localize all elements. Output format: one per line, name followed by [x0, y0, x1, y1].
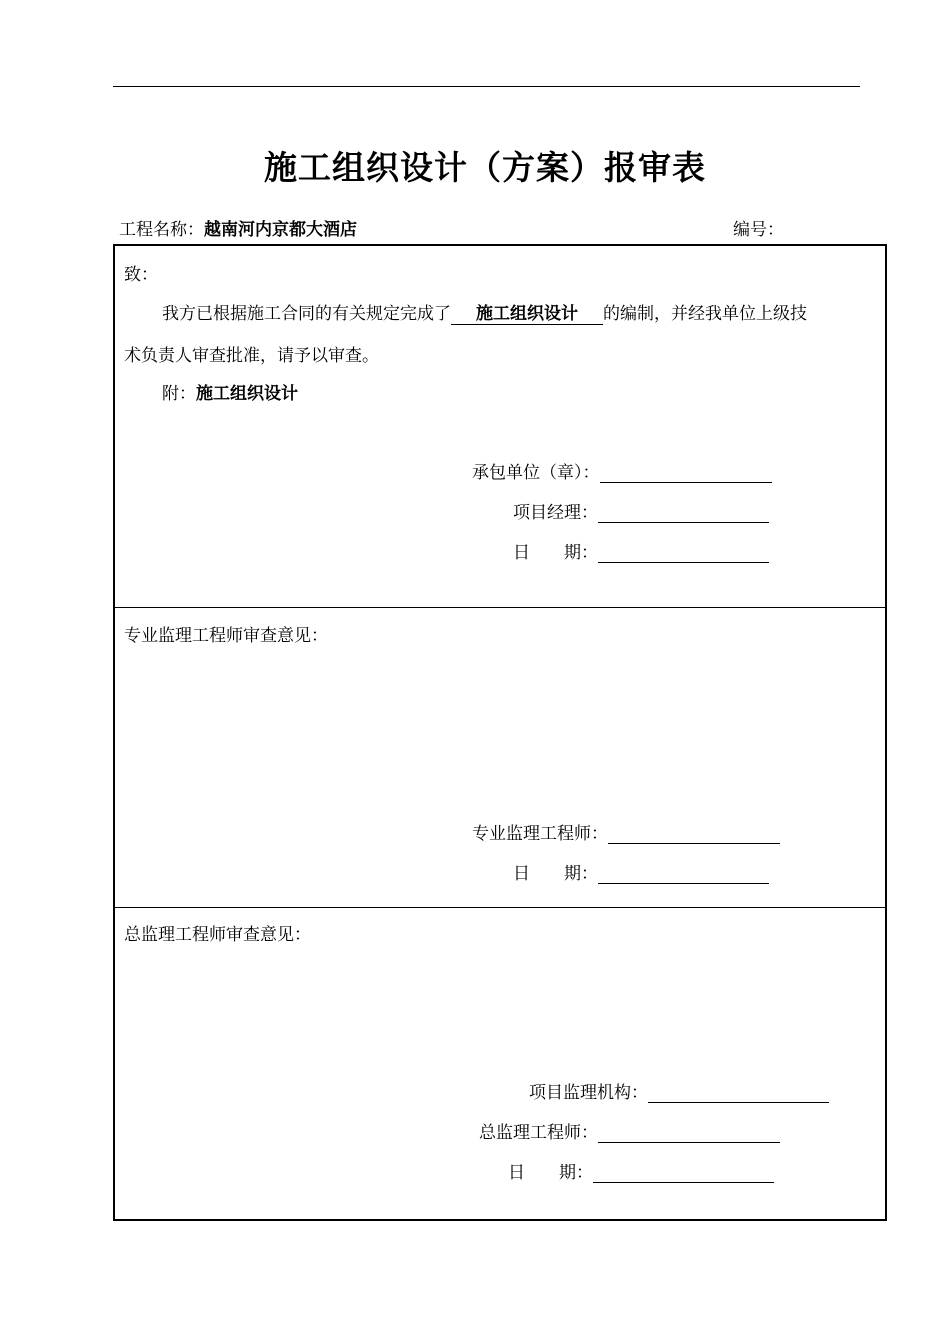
specialist-engineer-row [472, 819, 780, 844]
contractor-row [472, 458, 772, 483]
header-rule [113, 86, 860, 87]
chief-date-line[interactable] [593, 1164, 774, 1183]
contractor-label: 承包单位（章）： [472, 463, 600, 483]
submission-body-line1 [162, 299, 807, 325]
body-fill-plan: 施工组织设计 [451, 304, 603, 325]
supervision-org-label: 项目监理机构： [529, 1083, 648, 1103]
salutation: 致： [124, 265, 158, 285]
chief-review-section [115, 907, 885, 1220]
submission-section [115, 246, 885, 607]
project-name-label: 工程名称： [119, 220, 204, 240]
submission-body-line2: 术负责人审查批准，请予以审查。 [124, 346, 379, 366]
body-suffix: 的编制，并经我单位上级技 [603, 304, 807, 324]
submission-date-row [513, 538, 769, 563]
attachment-value: 施工组织设计 [196, 384, 298, 404]
specialist-review-section [115, 607, 885, 908]
review-form-table [113, 244, 887, 1221]
specialist-date-label: 日 期： [513, 864, 598, 884]
submission-date-label: 日 期： [513, 543, 598, 563]
chief-date-label: 日 期： [508, 1163, 593, 1183]
attachment-row [162, 379, 298, 404]
supervision-org-signature-line[interactable] [648, 1084, 829, 1103]
specialist-engineer-label: 专业监理工程师： [472, 824, 608, 844]
project-manager-label: 项目经理： [513, 503, 598, 523]
chief-date-row [508, 1158, 774, 1183]
project-name-row [119, 215, 357, 240]
specialist-date-line[interactable] [598, 865, 769, 884]
attachment-label: 附： [162, 384, 196, 404]
supervision-org-row [529, 1078, 829, 1103]
chief-engineer-signature-line[interactable] [598, 1124, 780, 1143]
form-title: 施工组织设计（方案）报审表 [264, 148, 706, 187]
specialist-date-row [513, 859, 769, 884]
project-manager-row [513, 498, 769, 523]
submission-date-line[interactable] [598, 544, 769, 563]
chief-engineer-label: 总监理工程师： [479, 1123, 598, 1143]
form-number-label: 编号： [733, 220, 784, 240]
chief-engineer-row [479, 1118, 780, 1143]
project-manager-signature-line[interactable] [598, 504, 769, 523]
specialist-review-heading: 专业监理工程师审查意见： [124, 626, 328, 646]
project-name-value: 越南河内京都大酒店 [204, 220, 357, 240]
chief-review-heading: 总监理工程师审查意见： [124, 925, 311, 945]
specialist-engineer-signature-line[interactable] [608, 825, 780, 844]
body-prefix: 我方已根据施工合同的有关规定完成了 [162, 304, 451, 324]
contractor-signature-line[interactable] [600, 464, 772, 483]
